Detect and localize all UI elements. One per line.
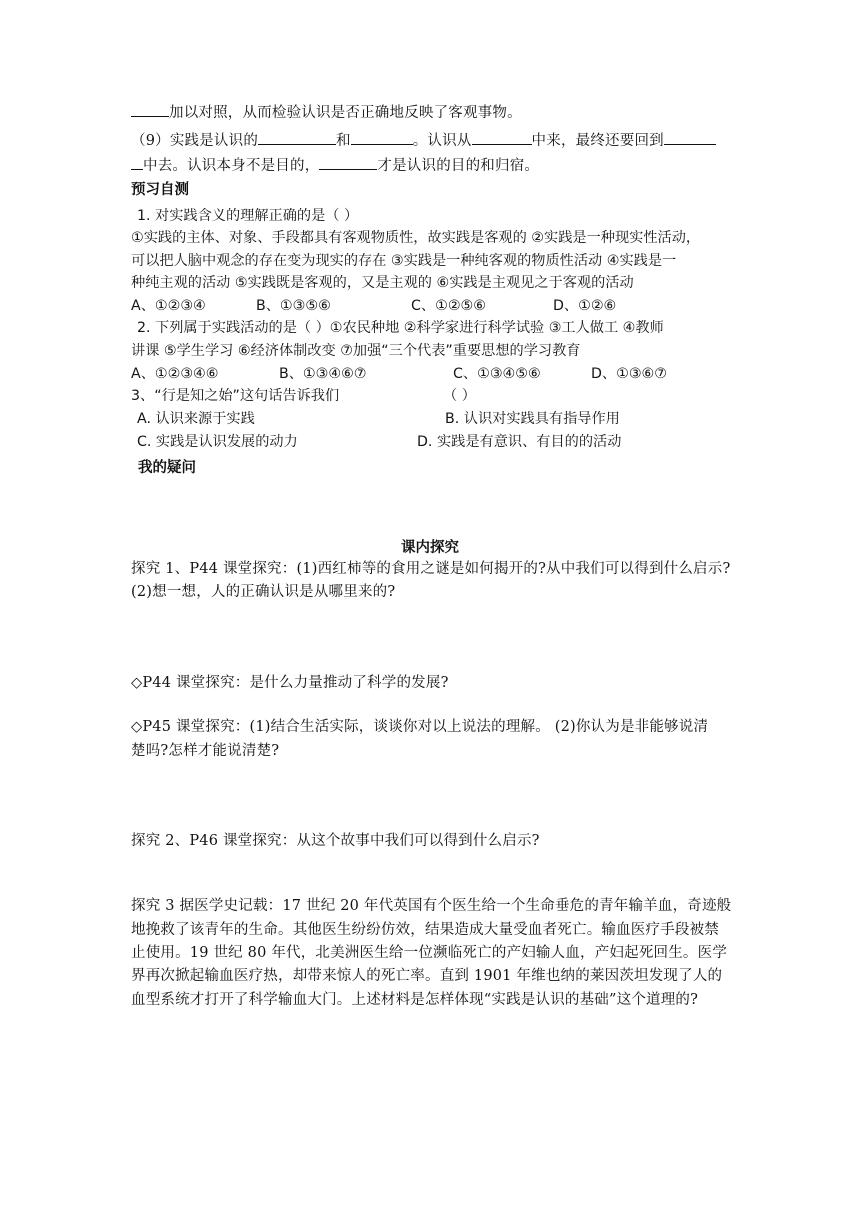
inquiry-3-line-1: 探究 3 据医学史记载：17 世纪 20 年代英国有个医生给一个生命垂危的青年输羊血，奇迹般 [131, 898, 732, 914]
q3-stem: 3、“行是知之始”这句话告诉我们 [131, 388, 340, 404]
q1-option-b: B、①③⑤⑥ [256, 298, 331, 314]
q2-stem-line-1: 2. 下列属于实践活动的是（ ）①农民种地 ②科学家进行科学试验 ③工人做工 ④教师 [137, 320, 664, 336]
answer-blank [258, 130, 336, 145]
inquiry-3-line-5: 血型系统才打开了科学输血大门。上述材料是怎样体现“实践是认识的基础”这个道理的? [131, 992, 699, 1008]
my-questions-heading: 我的疑问 [138, 460, 196, 476]
fill-in-text: 加以对照，从而检验认识是否正确地反映了客观事物。 [169, 105, 522, 121]
fill-in-text: 才是认识的目的和归宿。 [377, 158, 540, 174]
answer-blank [319, 155, 377, 170]
q3-option-a: A. 认识来源于实践 [137, 411, 255, 427]
q1-option-a: A、①②③④ [131, 298, 206, 314]
q1-option-c: C、①②⑤⑥ [411, 298, 486, 314]
inquiry-1b: ◇P44 课堂探究：是什么力量推动了科学的发展? [131, 675, 449, 691]
inquiry-1-line-1: 探究 1、P44 课堂探究：(1)西红柿等的食用之谜是如何揭开的?从中我们可以得到什么启示? [131, 561, 731, 577]
inquiry-1-line-2: (2)想一想，人的正确认识是从哪里来的? [131, 584, 396, 600]
q1-body-line-1: ①实践的主体、对象、手段都具有客观物质性，故实践是客观的 ②实践是一种现实性活动， [131, 230, 701, 246]
inquiry-title: 课内探究 [401, 539, 459, 556]
answer-blank [131, 102, 169, 117]
q2-stem-line-2: 讲课 ⑤学生学习 ⑥经济体制改变 ⑦加强“三个代表”重要思想的学习教育 [131, 343, 581, 359]
answer-blank [664, 130, 716, 145]
inquiry-1c-line-2: 楚吗?怎样才能说清楚? [131, 743, 280, 759]
q3-option-b: B. 认识对实践具有指导作用 [445, 411, 620, 427]
fill-in-line-2 [131, 130, 716, 151]
fill-in-text: 中去。认识本身不是目的， [143, 158, 320, 174]
q1-body-line-3: 种纯主观的活动 ⑤实践既是客观的，又是主观的 ⑥实践是主观见之于客观的活动 [131, 275, 634, 291]
q2-option-a: A、①②③④⑥ [131, 366, 219, 382]
q2-option-d: D、①③⑥⑦ [591, 366, 667, 382]
q3-option-c: C. 实践是认识发展的动力 [137, 434, 298, 450]
q3-options-row-1 [137, 409, 737, 430]
q1-body-line-2: 可以把人脑中观念的存在变为现实的存在 ③实践是一种纯客观的物质性活动 ④实践是一 [131, 253, 677, 269]
inquiry-3-line-2: 地挽救了该青年的生命。其他医生纷纷仿效，结果造成大量受血者死亡。输血医疗手段被禁 [131, 922, 719, 938]
fill-in-text: 。认识从 [412, 133, 472, 149]
fill-in-line-1 [131, 102, 522, 123]
fill-in-text: 和 [336, 133, 351, 149]
q2-option-b: B、①③④⑥⑦ [279, 366, 367, 382]
q3-stem-line [131, 386, 731, 407]
q2-option-c: C、①③④⑤⑥ [453, 366, 541, 382]
q3-options-row-2 [137, 432, 737, 453]
fill-in-text: 中来，最终还要回到 [531, 133, 664, 149]
inquiry-3-line-3: 止使用。19 世纪 80 年代，北美洲医生给一位濒临死亡的产妇输人血，产妇起死回生。医学 [131, 945, 728, 961]
preview-test-heading: 预习自测 [131, 182, 189, 198]
answer-blank [351, 130, 413, 145]
answer-blank [131, 155, 143, 170]
q3-option-d: D. 实践是有意识、有目的的活动 [417, 434, 622, 450]
inquiry-2: 探究 2、P46 课堂探究：从这个故事中我们可以得到什么启示? [131, 833, 540, 849]
inquiry-3-line-4: 界再次掀起输血医疗热，却带来惊人的死亡率。直到 1901 年维也纳的莱因茨坦发现了人的 [131, 968, 723, 984]
fill-in-text: （9）实践是认识的 [131, 133, 259, 149]
q1-option-d: D、①②⑥ [553, 298, 617, 314]
answer-blank [472, 130, 532, 145]
inquiry-1c-line-1: ◇P45 课堂探究：(1)结合生活实际，谈谈你对以上说法的理解。 (2)你认为是非能够说清 [131, 719, 709, 735]
fill-in-line-3 [131, 155, 539, 176]
q3-paren: （ ） [443, 388, 476, 404]
q1-stem: 1. 对实践含义的理解正确的是（ ） [137, 208, 359, 224]
